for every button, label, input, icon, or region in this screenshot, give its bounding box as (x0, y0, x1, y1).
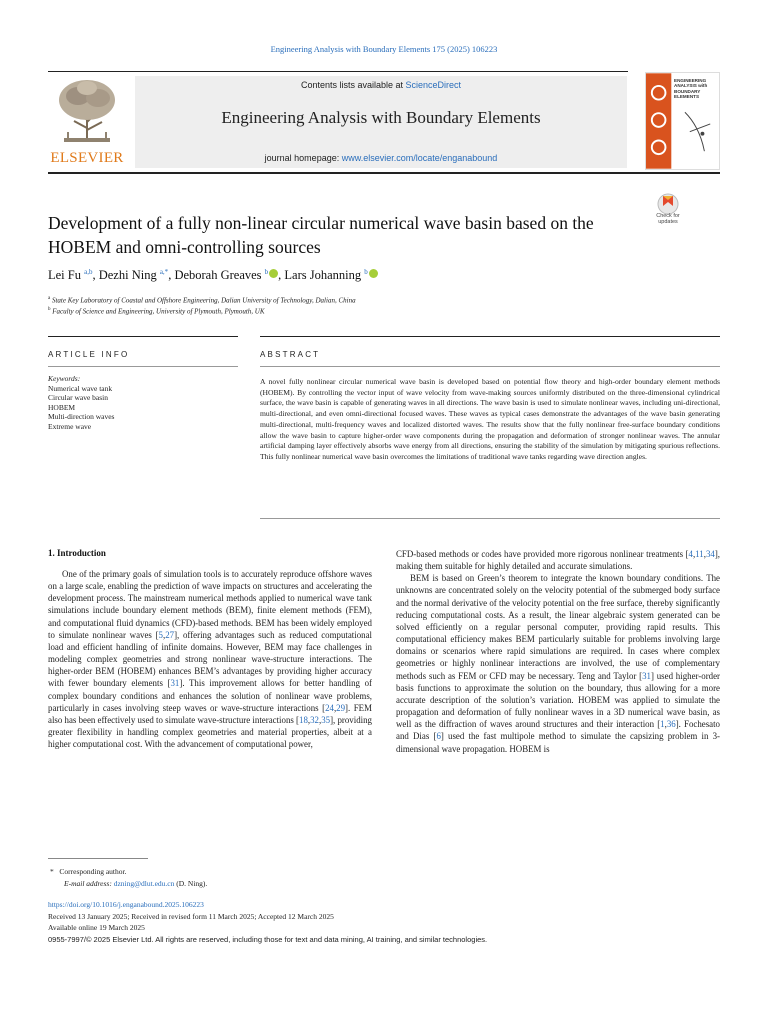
affiliation-b (48, 307, 668, 315)
reference-link[interactable]: 31 (170, 678, 180, 689)
reference-link[interactable]: 31 (642, 670, 651, 681)
keyword-item[interactable]: Extreme wave (48, 421, 92, 431)
abstract-rule-bottom (260, 518, 720, 519)
corresponding-mark: * (50, 867, 54, 876)
body-column-right (396, 548, 720, 755)
orcid-icon[interactable] (369, 269, 378, 278)
author[interactable] (284, 268, 377, 282)
reference-link[interactable]: 34 (705, 549, 715, 559)
reference-link[interactable]: 32 (310, 714, 319, 725)
reference-link[interactable]: 4 (688, 549, 693, 559)
footnote-rule (48, 858, 148, 859)
received-dates: Received 13 January 2025; Received in revised form 11 March 2025; Accepted 12 March 2025 (48, 912, 334, 921)
intro-paragraph-2: BEM is based on Green’s theorem to integrate the known boundary conditions. The unknowns are concentrated solely on the velocity potential of the submerged body surface and the normal derivative of the velocity potential on the free surface, thereby significantly reducing computational costs. As a result, the linear algebraic system generated can be solved efficiently on a regular personal computer, providing rapid results. This computational efficiency makes BEM particularly suitable for problems involving large domains or scenarios where rapid simulations are required. In cases where complex geometries or highly nonlinear interactions are involved, the use of complementary methods such as FEM or CFD may be necessary. Teng and Taylor [31] used higher-order basis functions to approximate the solution on the boundary, thus allowing for a more accurate description of the solution’s variation. HOBEM was applied to simulate the propagation and deformation of fully nonlinear waves in a 3D numerical wave basin, as well as the diffraction of waves around structures and their interaction [1,36]. Fochesato and Dias [6] used the fast multipole method to simulate the capsizing problem in 3-dimensional wave propagation. HOBEM is (396, 573, 720, 754)
homepage-line (135, 153, 627, 163)
reference-link[interactable]: 29 (336, 702, 346, 713)
crossmark-label[interactable]: Check for updates (656, 213, 680, 225)
reference-link[interactable]: 1 (660, 719, 665, 730)
abstract-rule-top (260, 336, 720, 337)
affiliation-b-text: Faculty of Science and Engineering, University of Plymouth, Plymouth, UK (52, 307, 265, 316)
affiliation-a-text: State Key Laboratory of Coastal and Offshore Engineering, Dalian University of Technology, Dalian, China (51, 296, 356, 305)
intro-paragraph-1-continued: CFD-based methods or codes have provided more rigorous nonlinear treatments [4,11,34], making them suitable for highly detailed and accurate simulations. (396, 549, 720, 572)
email-note (64, 879, 207, 888)
homepage-prefix: journal homepage: (264, 153, 342, 163)
author-affiliation-mark[interactable]: b (264, 268, 269, 276)
section-heading-introduction: 1. Introduction (48, 548, 106, 558)
author[interactable] (174, 268, 278, 282)
author[interactable] (48, 268, 92, 282)
copyright-line: 0955-7997/© 2025 Elsevier Ltd. All rights are reserved, including those for text and data mining, AI training, and similar technologies. (48, 935, 488, 944)
contents-line (135, 80, 627, 90)
publisher-name: ELSEVIER (50, 150, 124, 166)
author[interactable] (99, 268, 168, 282)
reference-link[interactable]: 36 (666, 719, 676, 730)
abstract-rule (260, 366, 720, 367)
reference-link[interactable]: 5 (158, 629, 163, 640)
contents-prefix: Contents lists available at (300, 80, 406, 90)
article-title: Development of a fully non-linear circular numerical wave basin based on the HOBEM and omni-controlling sources (48, 213, 594, 257)
article-info-heading: ARTICLE INFO (48, 350, 130, 359)
author-name[interactable]: Deborah Greaves (174, 268, 265, 283)
body-column-left (48, 568, 372, 750)
email-label: E-mail address: (64, 879, 112, 888)
article-info-rule-top (48, 336, 238, 337)
header-rule-top (48, 71, 628, 72)
keyword-item[interactable]: Circular wave basin (48, 393, 108, 402)
affiliation-a-mark: a (48, 296, 51, 301)
author-name[interactable]: Lei Fu (48, 268, 85, 283)
abstract-text: A novel fully nonlinear circular numerical wave basin is developed based on potential flow theory and high-order boundary element methods (HOBEM). By controlling the vector input of wave velocity from wave-making sources uniformly distributed on the three-dimensional cylindrical surface, the wave basin is capable of generating waves in all directions. The wave basin is used to simulate nonlinear waves, including uni-directional, multi-directional, and even omni-directional focused waves. These waves as typical cases demonstrate the advantages of the wave basin generating multi-directional, multi-frequency waves and localized distorted waves. The results show that the fully nonlinear free-surface boundary conditions allow the wave basin to capture higher-order wave components during the propagation and deformation of stronger nonlinear waves. The annular artificial damping layer effectively absorbs wave energy from all directions, ensuring the stability of the simulation by mitigating spurious reflections. This fully nonlinear numerical wave basin overcomes the limitations of traditional wave tanks regarding wave direction angles. (260, 377, 720, 461)
journal-reference-link[interactable]: Engineering Analysis with Boundary Elements 175 (2025) 106223 (270, 44, 498, 54)
reference-link[interactable]: 11 (695, 549, 704, 559)
keywords-label: Keywords: (48, 374, 81, 383)
journal-homepage-link[interactable]: www.elsevier.com/locate/enganabound (341, 153, 498, 163)
sciencedirect-link[interactable]: ScienceDirect (405, 80, 462, 90)
author-name[interactable]: Dezhi Ning (98, 268, 160, 283)
reference-link[interactable]: 24 (325, 702, 334, 713)
email-link[interactable]: dzning@dlut.edu.cn (113, 879, 175, 888)
author-affiliation-mark[interactable]: a,* (159, 268, 169, 276)
keyword-item[interactable]: HOBEM (48, 402, 76, 412)
author-name[interactable]: Lars Johanning (284, 268, 365, 283)
cover-title-text: ENGINEERING ANALYSIS with BOUNDARY ELEMENTS (674, 78, 708, 100)
orcid-icon[interactable] (269, 269, 278, 278)
keyword-item[interactable]: Multi-direction waves (48, 412, 115, 421)
reference-link[interactable]: 35 (321, 714, 331, 725)
reference-link[interactable]: 18 (299, 714, 308, 725)
affiliation-b-mark: b (48, 307, 51, 312)
intro-paragraph-1: One of the primary goals of simulation tools is to accurately reproduce offshore waves on a large scale, enabling the prediction of wave impacts on structures and accelerating the development process. The mainstream numerical methods applied to numerical wave tank simulations include boundary element methods (BEM), finite element methods (FEM), and computational fluid dynamics (CFD)-based methods. BEM has been widely employed to simulate nonlinear waves [5,27], offering advantages such as reduced computational load and efficient handling of infinite domains. However, BEM may face challenges in modeling complex geometries and strong nonlinear wave-structure interactions. The higher-order BEM (HOBEM) enhances BEM’s advantages by providing higher accuracy with fewer boundary elements [31]. This improvement allows for better handling of complex boundary conditions and enhances the solution of nonlinear wave problems, particularly in cases involving steep waves or wave-structure interactions [24,29]. FEM also has been effectively used to simulate wave-structure interactions [18,32,35], providing greater flexibility in handling complex geometries and material properties, albeit at a higher computational cost. With the advancement of computational power, (48, 569, 372, 750)
keyword-item[interactable]: Numerical wave tank (48, 383, 113, 393)
available-online: Available online 19 March 2025 (48, 923, 145, 932)
corresponding-text: Corresponding author. (59, 867, 127, 876)
reference-link[interactable]: 6 (436, 731, 441, 742)
affiliation-a (48, 296, 668, 304)
header-rule-bottom (48, 172, 720, 174)
email-suffix: (D. Ning). (174, 879, 208, 888)
journal-title: Engineering Analysis with Boundary Elements (221, 108, 541, 127)
corresponding-author-note (50, 867, 126, 876)
abstract-heading: ABSTRACT (260, 350, 321, 359)
keywords-block (48, 374, 238, 431)
author-affiliation-mark[interactable]: a,b (84, 268, 93, 276)
doi-link[interactable]: https://doi.org/10.1016/j.enganabound.2025.106223 (48, 900, 204, 909)
author-list: Lei Fu $^{a,b}$, Dezhi Ning $^{a,*}$, Deborah Greaves $^b$ , Lars Johanning $^b$ (48, 268, 648, 283)
author-affiliation-mark[interactable]: b (364, 268, 368, 276)
reference-link[interactable]: 27 (165, 629, 175, 640)
article-info-rule (48, 366, 238, 367)
